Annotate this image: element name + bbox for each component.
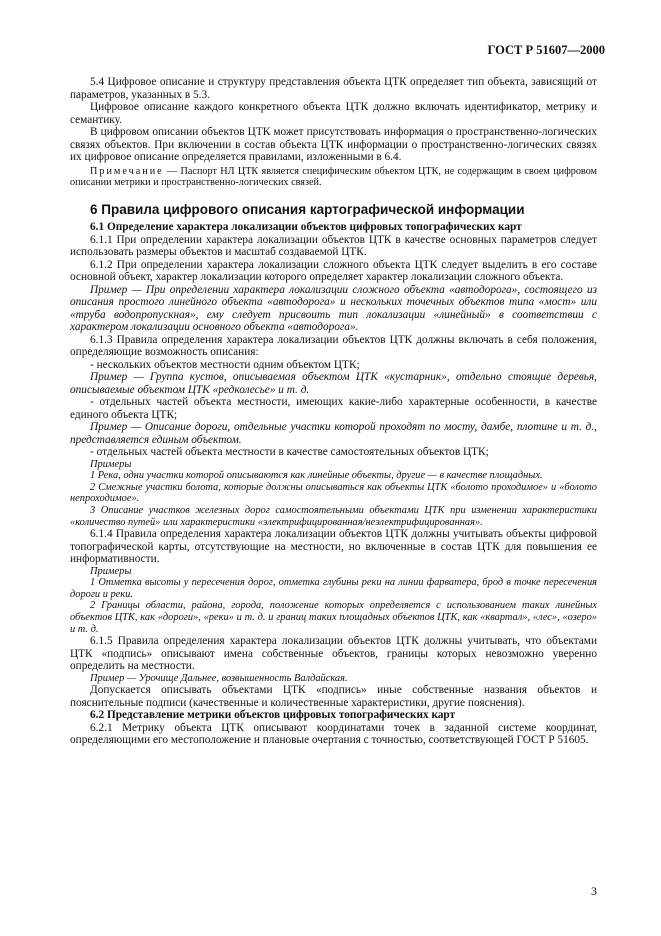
example-b2: 2 Границы области, района, города, положение которых определяется с использованием таких линейных объектов ЦТК, как «дороги», «реки» и т. д. и границ таких площадных объектов ЦТК, как «квартал», «лес», «озеро» и т. д. — [70, 600, 597, 635]
paragraph-6-1-1: 6.1.1 При определении характера локализации объектов ЦТК в качестве основных параметров следует использовать размеры объектов и масштаб создаваемой ЦТК. — [70, 233, 597, 259]
paragraph-6-1-5: 6.1.5 Правила определения характера локализации объектов ЦТК должны учитывать, что объектами ЦТК «подпись» описывают имена собственные объектов, границы которых невозможно уверенно определить на местности. — [70, 635, 597, 673]
example-b1: 1 Отметка высоты у пересечения дорог, отметка глубины реки на линии фарватера, брод в точке пересечения дороги и реки. — [70, 577, 597, 600]
example-list-item-2: Пример — Описание дороги, отдельные участки которой проходят по мосту, дамбе, плотине и т. д., представляется единым объектом. — [70, 421, 597, 446]
paragraph-6-2-1: 6.2.1 Метрику объекта ЦТК описывают координатами точек в заданной системе координат, определяющими его местоположение и плановые очертания с точностью, соответствующей ГОСТ Р 51605. — [70, 721, 597, 747]
note — [70, 166, 597, 189]
example-list-item-1: Пример — Группа кустов, описываемая объектом ЦТК «кустарник», отдельно стоящие деревья, описываемые объектом ЦТК «редколесье» и т. д. — [70, 371, 597, 396]
note-text: — Паспорт НЛ ЦТК является специфическим объектом ЦТК, не содержащим в своем цифровом описании метрики и пространственно-логических связей. — [70, 165, 597, 188]
page-number: 3 — [591, 884, 597, 898]
section-6-title: 6 Правила цифрового описания картографической информации — [90, 202, 525, 218]
subsection-6-1-title: 6.1 Определение характера локализации объектов цифровых топографических карт — [90, 221, 522, 234]
list-item-1: - нескольких объектов местности одним объектом ЦТК; — [90, 358, 360, 371]
paragraph-6-1-2: 6.1.2 При определении характера локализации сложного объекта ЦТК следует выделить в его составе основной объект, характер локализации которого определяет характер локализации сложного объекта. — [70, 258, 597, 284]
note-label: Примечание — [90, 165, 164, 177]
subsection-6-2-title: 6.2 Представление метрики объектов цифровых топографических карт — [90, 709, 456, 722]
examples-label: Примеры — [90, 458, 132, 470]
list-item-2: - отдельных частей объекта местности, имеющих какие-либо характерные особенности, в качестве единого объекта ЦТК; — [70, 396, 597, 421]
paragraph-5-4: 5.4 Цифровое описание и структуру представления объекта ЦТК определяет тип объекта, зависящий от параметров, указанных в 5.3. — [70, 76, 597, 101]
paragraph-6-1-3: 6.1.3 Правила определения характера локализации объектов ЦТК должны включать в себя положения, определяющие возможность описания: — [70, 333, 597, 359]
paragraph-identifier: Цифровое описание каждого конкретного объекта ЦТК должно включать идентификатор, метрику и семантику. — [70, 101, 597, 126]
document-body — [70, 76, 597, 747]
example-6-1-2: Пример — При определении характера локализации сложного объекта «автодорога», состоящего из описания простого линейного объекта «автодорога» и нескольких точечных объектов типа «мост» или «труба водопропускная», ему следует присвоить тип локализации «линейный» в соответствии с характером локализации основного объекта «автодорога». — [70, 283, 597, 334]
example-6-1-5: Пример — Урочище Дальнее, возвышенность Валдайская. — [90, 672, 348, 684]
example-a2: 2 Смежные участки болота, которые должны описываться как объекты ЦТК «болото проходимое» и «болото непроходимое». — [70, 481, 597, 505]
standard-header: ГОСТ Р 51607—2000 — [487, 43, 605, 57]
examples-label-2: Примеры — [90, 565, 132, 577]
paragraph-6-1-4: 6.1.4 Правила определения характера локализации объектов ЦТК должны учитывать объекты цифровой топографической карты, отсутствующие на местности, но включенные в состав ЦТК для повышения ее информативности. — [70, 528, 597, 566]
paragraph-spatial-links: В цифровом описании объектов ЦТК может присутствовать информация о пространственно-логических связях объектов. При включении в состав объекта ЦТК информации о пространственно-логических связях их цифровое описание определяется правилами, изложенными в 6.4. — [70, 126, 597, 163]
paragraph-6-1-5-b: Допускается описывать объектами ЦТК «подпись» иные собственные названия объектов и пояснительные подписи (качественные и количественные характеристики, другие пояснения). — [70, 684, 597, 709]
example-a3: 3 Описание участков железных дорог самостоятельными объектами ЦТК при изменении характеристики «количество путей» или характеристики «электрифицированная/неэлектрифицированная». — [70, 504, 597, 528]
example-a1: 1 Река, одни участки которой описываются как линейные объекты, другие — в качестве площадных. — [90, 470, 543, 482]
list-item-3: - отдельных частей объекта местности в качестве самостоятельных объектов ЦТК; — [90, 446, 489, 459]
